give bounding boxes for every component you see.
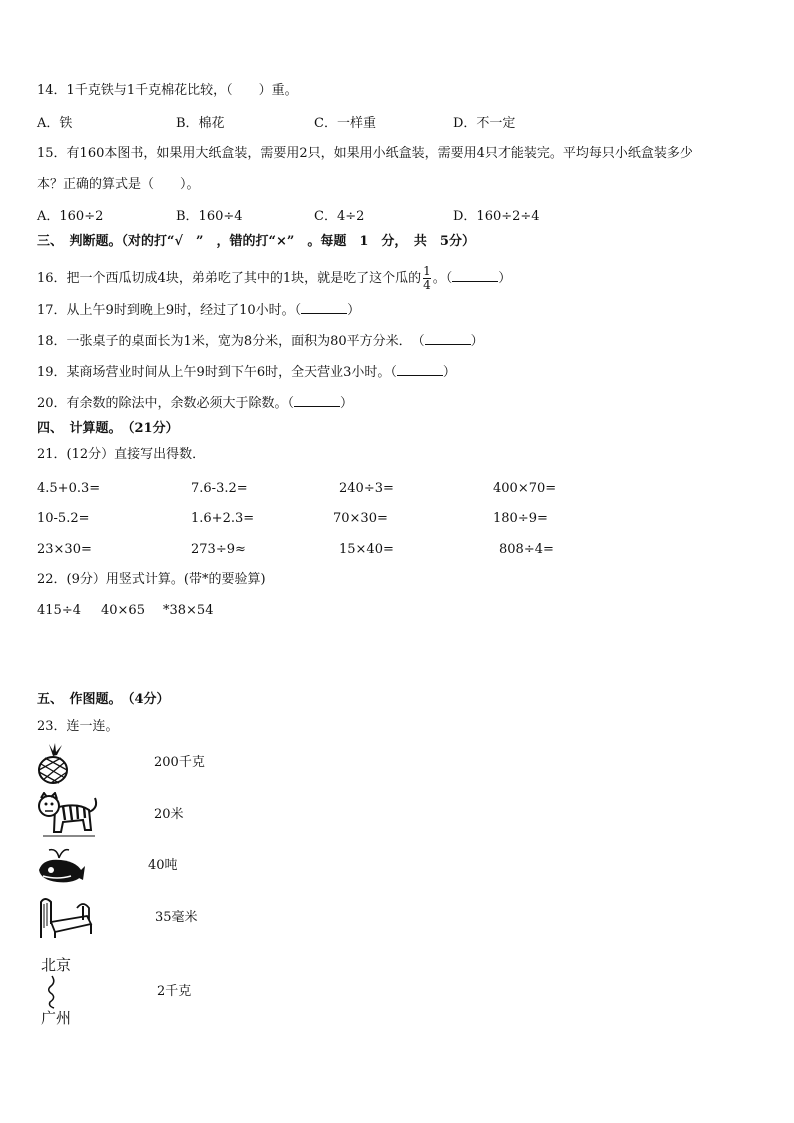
q21-item: 10-5.2= xyxy=(37,511,90,526)
whale-icon[interactable] xyxy=(37,846,87,886)
q17-answer-blank[interactable] xyxy=(301,301,347,314)
q15-option-b[interactable]: B．160÷4 xyxy=(176,209,243,224)
pineapple-icon[interactable] xyxy=(35,742,71,784)
match-label[interactable]: 40吨 xyxy=(148,858,178,873)
q20 xyxy=(37,394,353,413)
q16-close: ） xyxy=(498,271,512,286)
q21-item: 70×30= xyxy=(333,511,388,526)
q14-option-b[interactable]: B．棉花 xyxy=(176,116,225,131)
match-label[interactable]: 2千克 xyxy=(157,984,192,999)
map-label-beijing: 北京 xyxy=(41,956,72,974)
section-4-title: 四、 计算题。 （21分） xyxy=(37,421,179,436)
q17-close: ） xyxy=(347,303,361,318)
q21-item: 4.5+0.3= xyxy=(37,481,101,496)
q17 xyxy=(37,301,360,320)
q22-stem: 22．(9分）用竖式计算。(带*的要验算) xyxy=(37,572,266,587)
q21-item: 240÷3= xyxy=(339,481,394,496)
q14-option-a[interactable]: A．铁 xyxy=(37,116,73,131)
q16-fraction xyxy=(423,265,431,292)
q21-stem: 21．(12分）直接写出得数． xyxy=(37,447,206,462)
q21-item: 23×30= xyxy=(37,542,92,557)
bed-icon[interactable] xyxy=(37,894,93,940)
q18-answer-blank[interactable] xyxy=(425,332,471,345)
q17-text: 17．从上午9时到晚上9时，经过了10小时。（ xyxy=(37,303,302,318)
map-label-guangzhou: 广州 xyxy=(41,1009,72,1027)
section-5-title: 五、 作图题。 （4分） xyxy=(37,692,170,707)
q18-close: ） xyxy=(470,334,484,349)
q21-item: 808÷4= xyxy=(499,542,554,557)
match-label[interactable]: 20米 xyxy=(154,807,184,822)
q21-item: 273÷9≈ xyxy=(191,542,246,557)
match-label[interactable]: 200千克 xyxy=(154,755,205,770)
q21-item: 15×40= xyxy=(339,542,394,557)
q19-answer-blank[interactable] xyxy=(397,363,443,376)
q15-option-d[interactable]: D．160÷2÷4 xyxy=(453,209,540,224)
q16 xyxy=(37,264,511,294)
match-label[interactable]: 35毫米 xyxy=(155,910,198,925)
q21-item: 1.6+2.3= xyxy=(191,511,255,526)
q21-item: 400×70= xyxy=(493,481,557,496)
q16-open: 。（ xyxy=(432,271,453,286)
q14-option-c[interactable]: C．一样重 xyxy=(314,116,376,131)
q18 xyxy=(37,332,484,351)
q15-option-a[interactable]: A．160÷2 xyxy=(37,209,104,224)
q23-stem: 23．连一连。 xyxy=(37,719,119,734)
q16-numerator: 1 xyxy=(423,264,431,278)
q20-close: ） xyxy=(340,396,354,411)
q22-item: *38×54 xyxy=(163,603,214,618)
q15-option-c[interactable]: C．4÷2 xyxy=(314,209,365,224)
q20-answer-blank[interactable] xyxy=(294,394,340,407)
q19-close: ） xyxy=(442,365,456,380)
q21-item: 7.6-3.2= xyxy=(191,481,248,496)
q15-stem-line1: 15．有160本图书，如果用大纸盒装，需要用2只，如果用小纸盒装，需要用4只才能装完。平均每只小纸盒装多少 xyxy=(37,146,693,161)
route-line-icon[interactable] xyxy=(40,974,70,1010)
section-3-title: 三、 判断题。（对的打“√ ” ，错的打“×” 。每题 1 分， 共 5分） xyxy=(37,234,475,249)
q14-option-d[interactable]: D．不一定 xyxy=(453,116,516,131)
q22-item: 40×65 xyxy=(101,603,145,618)
q19 xyxy=(37,363,456,382)
q16-text: 16．把一个西瓜切成4块，弟弟吃了其中的1块，就是吃了这个瓜的 xyxy=(37,271,422,286)
tiger-icon[interactable] xyxy=(37,792,101,838)
q21-item: 180÷9= xyxy=(493,511,548,526)
q20-text: 20．有余数的除法中，余数必须大于除数。（ xyxy=(37,396,295,411)
q19-text: 19．某商场营业时间从上午9时到下午6时，全天营业3小时。（ xyxy=(37,365,397,380)
q18-text: 18．一张桌子的桌面长为1米，宽为8分米，面积为80平方分米． （ xyxy=(37,334,425,349)
q16-answer-blank[interactable] xyxy=(452,269,498,282)
q15-stem-line2: 本？正确的算式是（ ）。 xyxy=(37,177,200,192)
q14-stem: 14．1千克铁与1千克棉花比较，（ ）重。 xyxy=(37,83,298,98)
q16-denominator: 4 xyxy=(423,278,431,292)
q22-item: 415÷4 xyxy=(37,603,81,618)
